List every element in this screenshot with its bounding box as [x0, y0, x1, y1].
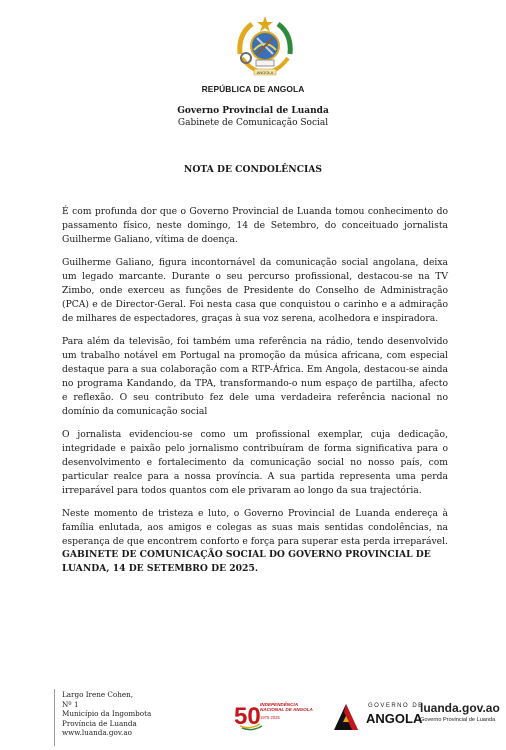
angola-coat-of-arms-icon: [232, 14, 298, 80]
angola-label: ANGOLA: [366, 711, 423, 726]
address-line: Nº 1: [62, 699, 79, 709]
country-name: REPÚBLICA DE ANGOLA: [201, 84, 305, 94]
paragraph: O jornalista evidenciou-se como um profissional exemplar, cuja dedicação, integridade e paixão pelo jornalismo contribuíram de forma significativa para o desenvolvimento e fortalecimento da comunicação social no nosso país, com particular realce para a nossa província. A sua partida representa uma perda irreparável para todos quantos com ele privaram ao longo da sua trajectória.: [62, 429, 448, 496]
paragraph: Para além da televisão, foi também uma referência na rádio, tendo desenvolvido um trabalho notável em Portugal na promoção da música africana, com especial destaque para a sua colaboração com a RTP-África. Em Angola, destacou-se ainda no programa Kandando, da TPA, transformando-o num espaço de partilha, afecto e reflexão. O seu contributo fez dele uma verdadeira referência nacional no domínio da comunicação social: [62, 336, 448, 417]
independence-years: 1975 2025: [260, 715, 280, 720]
paragraph: Neste momento de tristeza e luto, o Governo Provincial de Luanda endereça à família enlutada, aos amigos e colegas as suas mais sentidas condolências, na esperança de que encontrem conforto e força para superar esta perda irreparável.: [62, 508, 448, 547]
paragraph: É com profunda dor que o Governo Provincial de Luanda tomou conhecimento do passamento físico, neste domingo, 14 de Setembro, do conceituado jornalista Guilherme Galiano, vítima de doença.: [62, 206, 448, 245]
footer-address: [62, 690, 151, 738]
luanda-logo-subtitle: Governo Provincial de Luanda: [420, 717, 496, 723]
government-name: Governo Provincial de Luanda: [177, 106, 329, 116]
office-name: Gabinete de Comunicação Social: [177, 118, 329, 128]
independence-number: 50: [234, 703, 261, 730]
emblem-banner-text: ANGOLA: [256, 69, 274, 75]
footer-divider: [54, 689, 55, 746]
paragraph: Guilherme Galiano, figura incontornável da comunicação social angolana, deixa um legado marcante. Durante o seu percurso profissional, destacou-se na TV Zimbo, onde exerceu as funções de Presidente do Conselho de Administração (PCA) e de Director-Geral. Foi nesta casa que conquistou o carinho e a admiração de milhares de espectadores, graças à sua voz serena, acolhedora e inspiradora.: [62, 257, 448, 324]
document-body: [62, 205, 448, 558]
website-link[interactable]: www.luanda.gov.ao: [62, 728, 132, 738]
address-line: Província de Luanda: [62, 718, 137, 728]
government-label: GOVERNO DE: [368, 703, 424, 709]
luanda-website-logo[interactable]: luanda.gov.ao: [420, 701, 500, 715]
signature-line: GABINETE DE COMUNICAÇÃO SOCIAL DO GOVERNO PROVINCIAL DE LUANDA, 14 DE SETEMBRO DE 2025.: [62, 549, 431, 574]
address-line: Largo Irene Cohen,: [62, 690, 134, 699]
document-title: NOTA DE CONDOLÊNCIAS: [183, 164, 323, 175]
independence-title: INDEPENDÊNCIA NACIONAL DE ANGOLA: [260, 702, 313, 713]
address-line: Município da Ingombota: [62, 709, 152, 719]
